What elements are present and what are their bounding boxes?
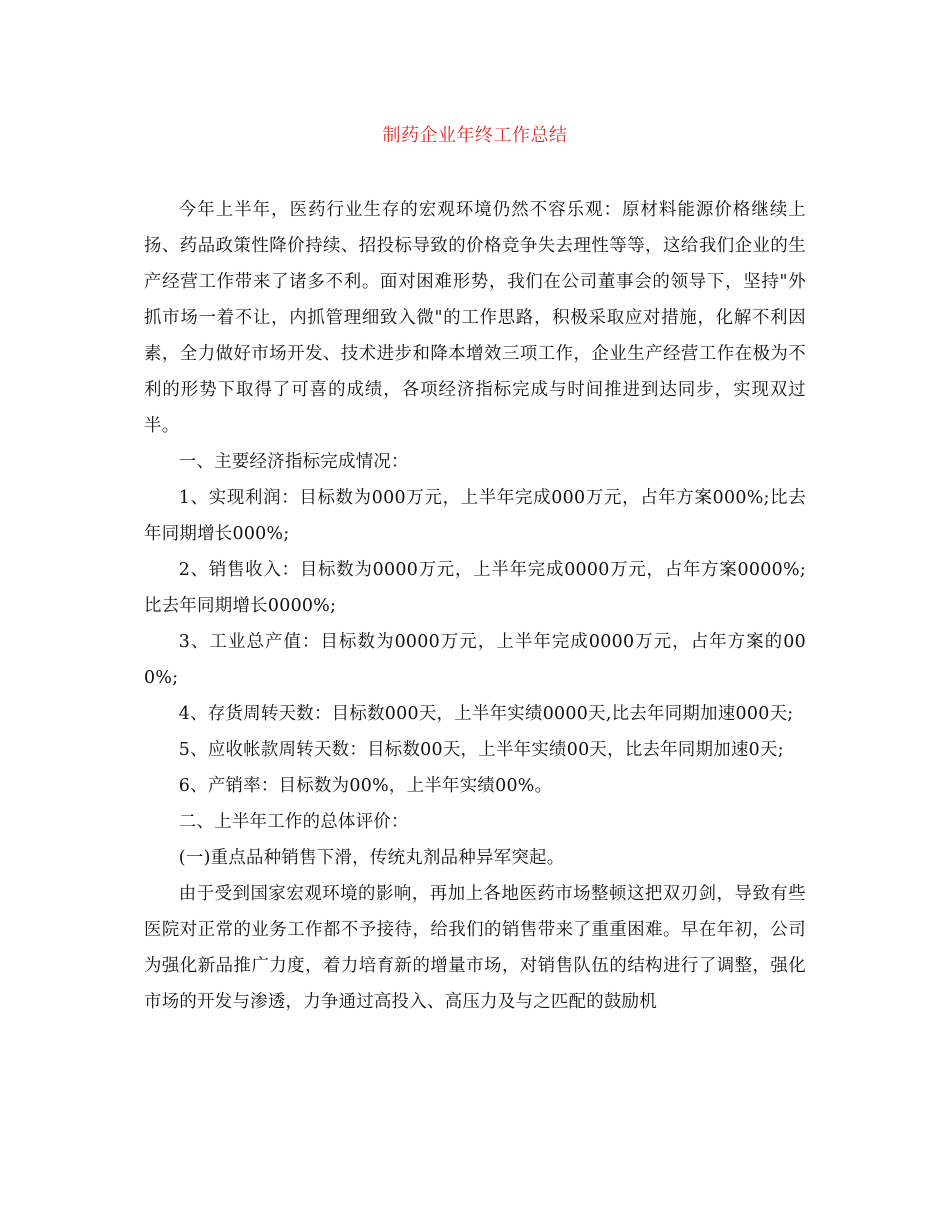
subsection-heading-key-products: (一)重点品种销售下滑，传统丸剂品种异军突起。 xyxy=(178,848,565,868)
indicator-receivables-turnover: 5、应收帐款周转天数：目标数00天，上半年实绩00天，比去年同期加速0天; xyxy=(178,740,784,760)
indicator-inventory-turnover: 4、存货周转天数：目标数000天，上半年实绩0000天,比去年同期加速000天; xyxy=(178,704,794,724)
document-title: 制药企业年终工作总结 xyxy=(382,125,568,146)
section-heading-main-indicators: 一、主要经济指标完成情况： xyxy=(178,452,409,472)
intro-paragraph: 今年上半年，医药行业生存的宏观环境仍然不容乐观：原材料能源价格继续上扬、药品政策性降价持续、招投标导致的价格竞争失去理性等等，这给我们企业的生产经营工作带来了诸多不利。面对困难形势，我们在公司董事会的领导下，坚持"外抓市场一着不让，内抓管理细致入微"的工作思路，积极采取应对措施，化解不利因素，全力做好市场开发、技术进步和降本增效三项工作，企业生产经营工作在极为不利的形势下取得了可喜的成绩，各项经济指标完成与时间推进到达同步，实现双过半。 xyxy=(144,200,806,436)
indicator-sales-revenue: 2、销售收入：目标数为0000万元，上半年完成0000万元，占年方案0000%;比去年同期增长0000%; xyxy=(144,560,806,616)
body-paragraph-market-impact: 由于受到国家宏观环境的影响，再加上各地医药市场整顿这把双刃剑，导致有些医院对正常的业务工作都不予接待，给我们的销售带来了重重困难。早在年初，公司为强化新品推广力度，着力培育新的增量市场，对销售队伍的结构进行了调整，强化市场的开发与渗透，力争通过高投入、高压力及与之匹配的鼓励机 xyxy=(144,884,806,1012)
indicator-sales-ratio: 6、产销率：目标数为00%，上半年实绩00%。 xyxy=(178,776,553,796)
document-body xyxy=(144,192,806,1020)
section-heading-overall-evaluation: 二、上半年工作的总体评价： xyxy=(178,812,409,832)
indicator-industrial-output: 3、工业总产值：目标数为0000万元，上半年完成0000万元，占年方案的000%; xyxy=(144,632,806,688)
indicator-profit: 1、实现利润：目标数为000万元，上半年完成000万元，占年方案000%;比去年同期增长000%; xyxy=(144,488,806,544)
